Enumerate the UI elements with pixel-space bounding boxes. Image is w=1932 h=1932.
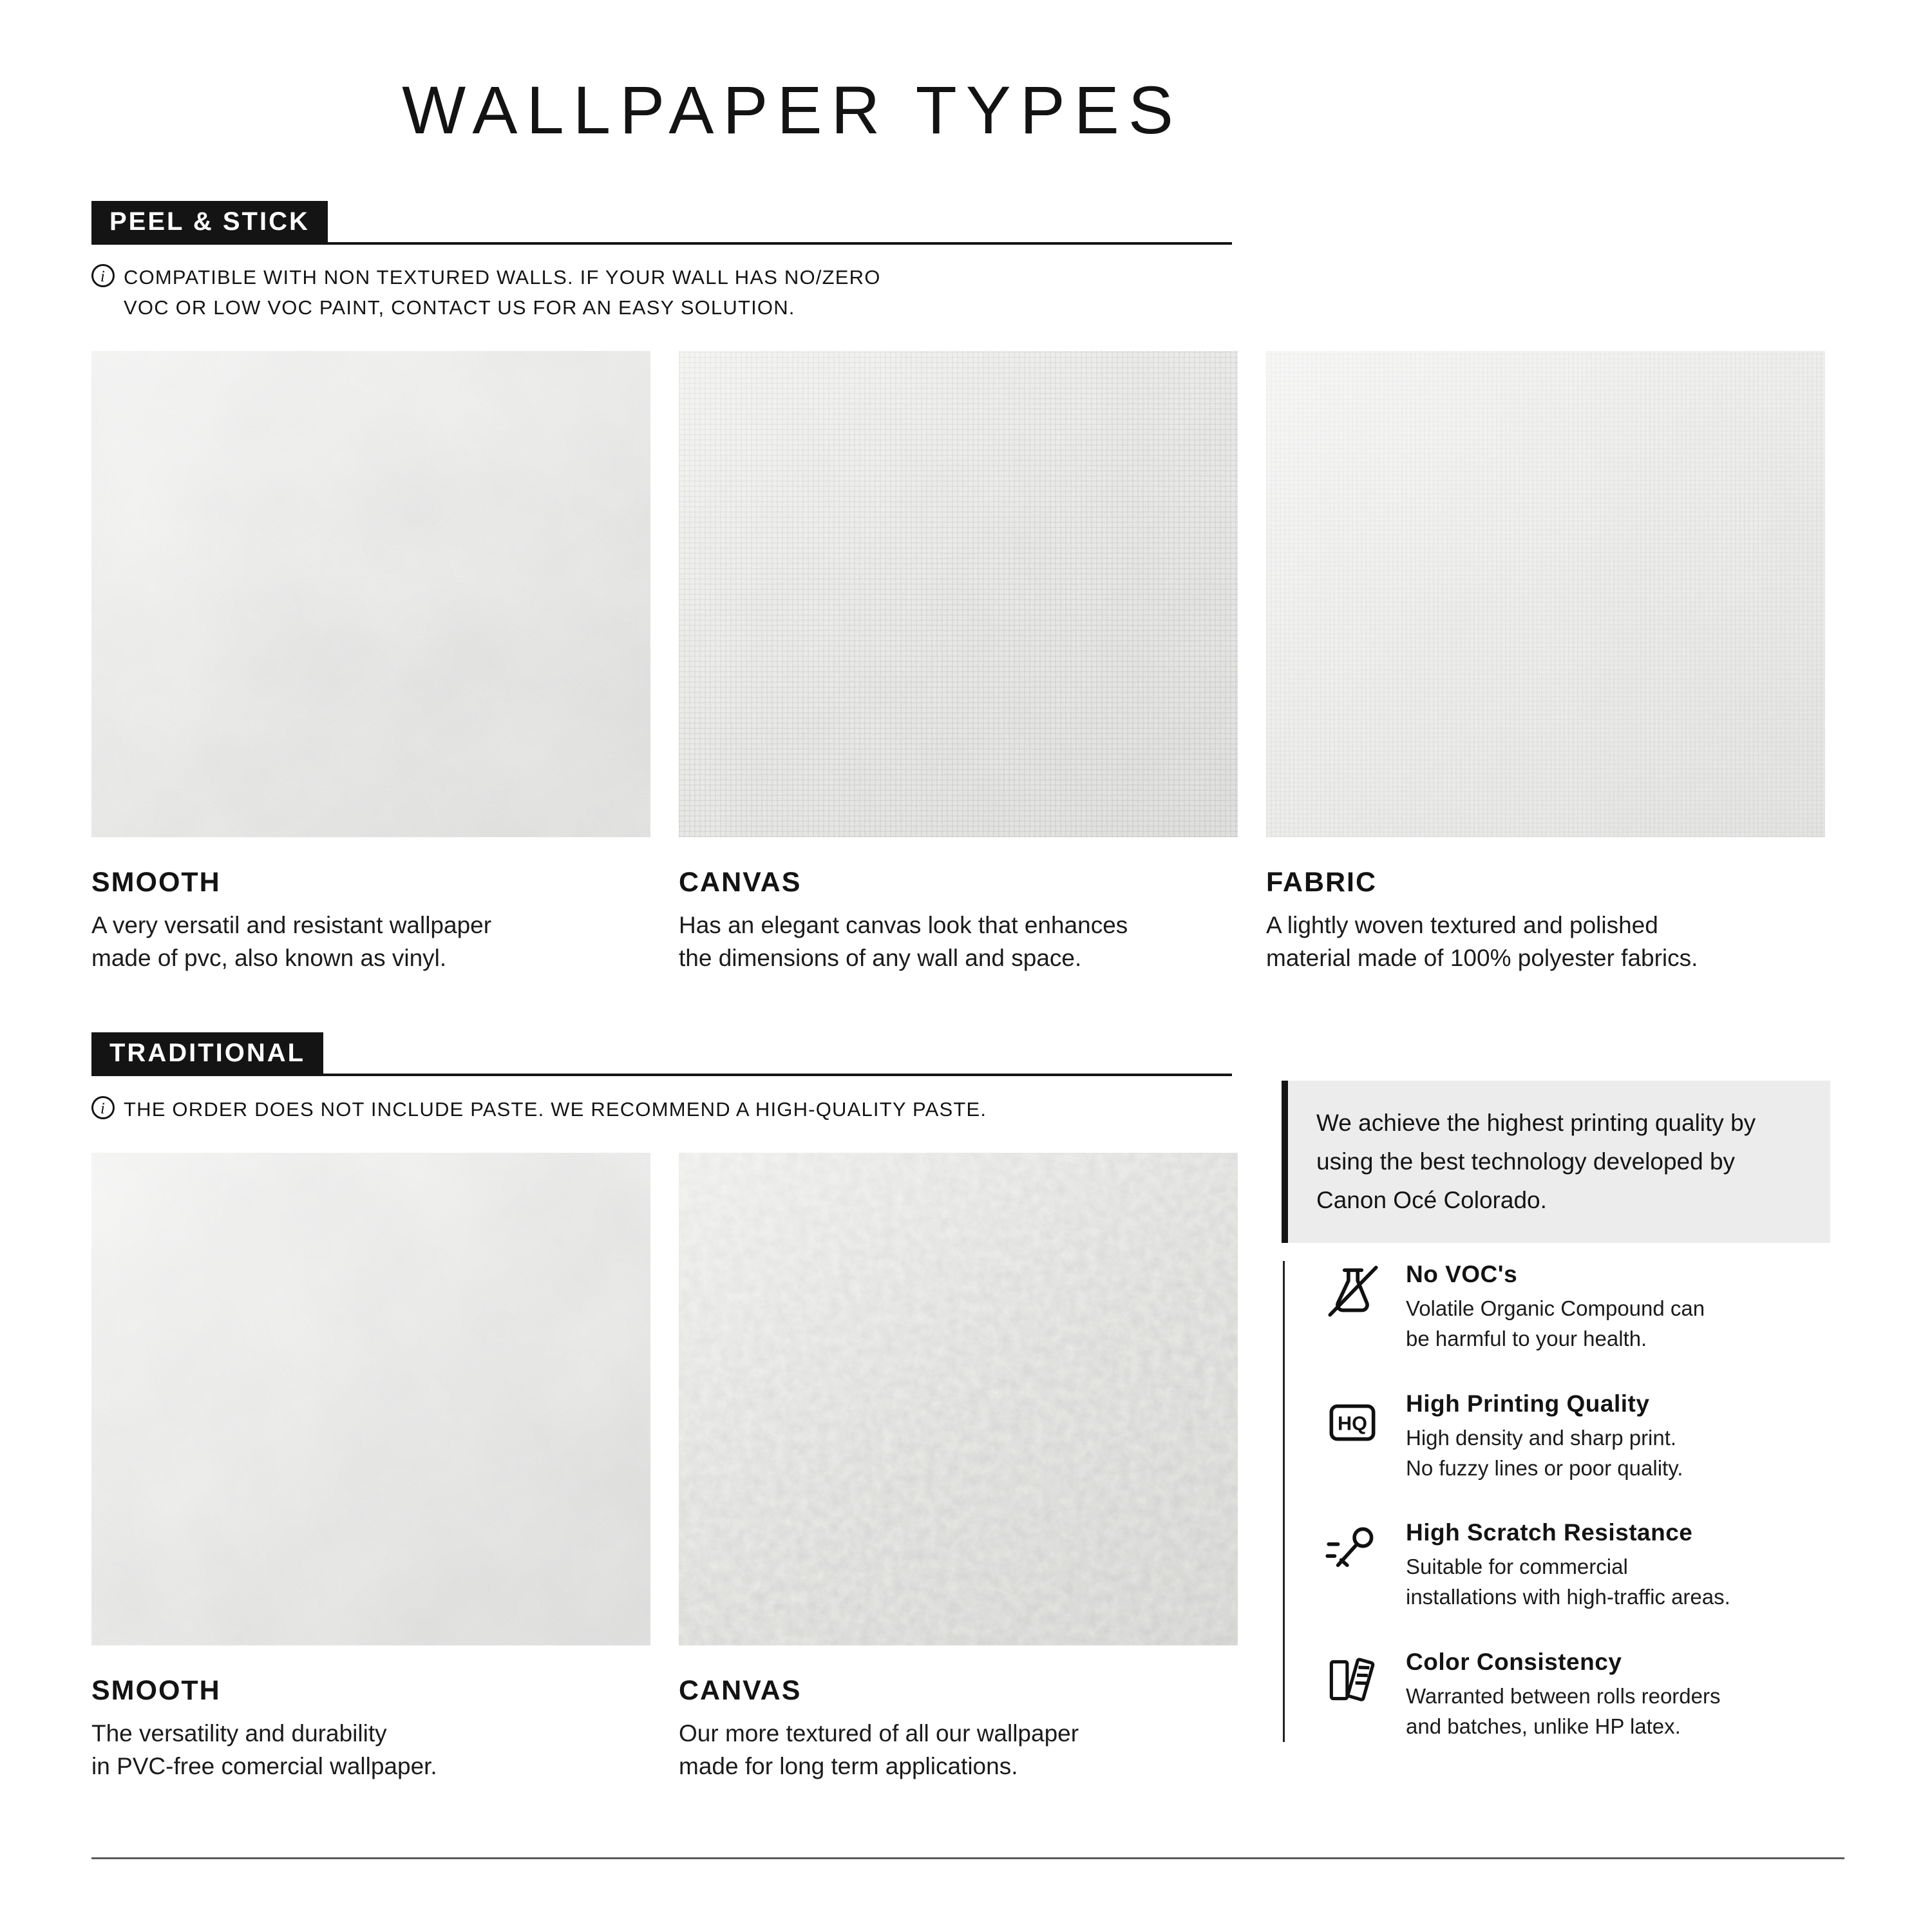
swatch-description: A lightly woven textured and polished material made of 100% polyester fabrics. [1266,912,1698,972]
info-icon: i [91,1096,115,1119]
info-icon: i [91,264,115,287]
feature-title: No VOC's [1406,1261,1518,1287]
section-label-peel-stick: PEEL & STICK [91,201,328,245]
bottom-divider [91,1857,1844,1859]
swatch-title: CANVAS [679,1675,802,1706]
section-rule [323,1074,1232,1076]
feature-description: Volatile Organic Compound can be harmful to your health. [1406,1296,1705,1350]
feature-title: High Scratch Resistance [1406,1519,1693,1546]
feature-title: High Printing Quality [1406,1390,1650,1417]
peel-stick-swatch-row [91,351,1825,974]
feature-list [1283,1261,1832,1742]
page-title: WALLPAPER TYPES [402,73,1182,148]
swatch-description: Has an elegant canvas look that enhances the dimensions of any wall and space. [679,912,1128,972]
section-header-traditional [91,1032,1232,1076]
swatch-description: The versatility and durability in PVC-free comercial wallpaper. [91,1720,437,1780]
texture-smooth-peel-stick [91,351,650,837]
note-peel-stick [91,263,881,323]
feature-title: Color Consistency [1406,1649,1622,1676]
swatch-title: CANVAS [679,867,802,898]
feature-text [1406,1649,1721,1742]
section-rule [328,242,1232,245]
feature-text [1406,1390,1683,1484]
texture-fabric-peel-stick [1266,351,1825,837]
color-consistency-icon [1321,1649,1384,1712]
feature-color-consistency [1321,1649,1832,1742]
section-label-traditional: TRADITIONAL [91,1032,323,1076]
feature-description: Suitable for commercial installations with high-traffic areas. [1406,1555,1730,1609]
texture-canvas-traditional [679,1153,1238,1645]
swatch-card-smooth-traditional [91,1153,650,1783]
feature-description: Warranted between rolls reorders and batches, unlike HP latex. [1406,1684,1721,1739]
no-voc-icon [1321,1261,1384,1324]
swatch-description: A very versatil and resistant wallpaper made of pvc, also known as vinyl. [91,912,492,972]
texture-smooth-traditional [91,1153,650,1645]
swatch-title: SMOOTH [91,867,221,898]
swatch-card-smooth-peel-stick [91,351,650,974]
swatch-description: Our more textured of all our wallpaper made for long term applications. [679,1720,1079,1780]
swatch-title: SMOOTH [91,1675,221,1706]
swatch-card-fabric-peel-stick [1266,351,1825,974]
texture-canvas-peel-stick [679,351,1238,837]
feature-high-printing-quality [1321,1390,1832,1484]
note-traditional [91,1095,987,1125]
note-text: COMPATIBLE WITH NON TEXTURED WALLS. IF YOUR WALL HAS NO/ZERO VOC OR LOW VOC PAINT, CONTACT US FOR AN EASY SOLUTION. [124,266,881,319]
hq-icon [1321,1390,1384,1454]
feature-text [1406,1519,1730,1613]
swatch-title: FABRIC [1266,867,1378,898]
print-quality-statement: We achieve the highest printing quality by using the best technology developed by Canon Océ Colorado. [1282,1081,1830,1243]
swatch-card-canvas-traditional [679,1153,1238,1783]
hq-icon-label: HQ [1338,1412,1367,1434]
scratch-resistance-icon [1321,1519,1384,1582]
traditional-swatch-row [91,1153,1238,1783]
section-header-peel-stick [91,201,1232,245]
feature-scratch-resistance [1321,1519,1832,1613]
feature-text [1406,1261,1705,1354]
swatch-card-canvas-peel-stick [679,351,1238,974]
feature-no-voc [1321,1261,1832,1354]
note-text: THE ORDER DOES NOT INCLUDE PASTE. WE RECOMMEND A HIGH-QUALITY PASTE. [124,1098,987,1121]
feature-description: High density and sharp print. No fuzzy lines or poor quality. [1406,1425,1683,1480]
